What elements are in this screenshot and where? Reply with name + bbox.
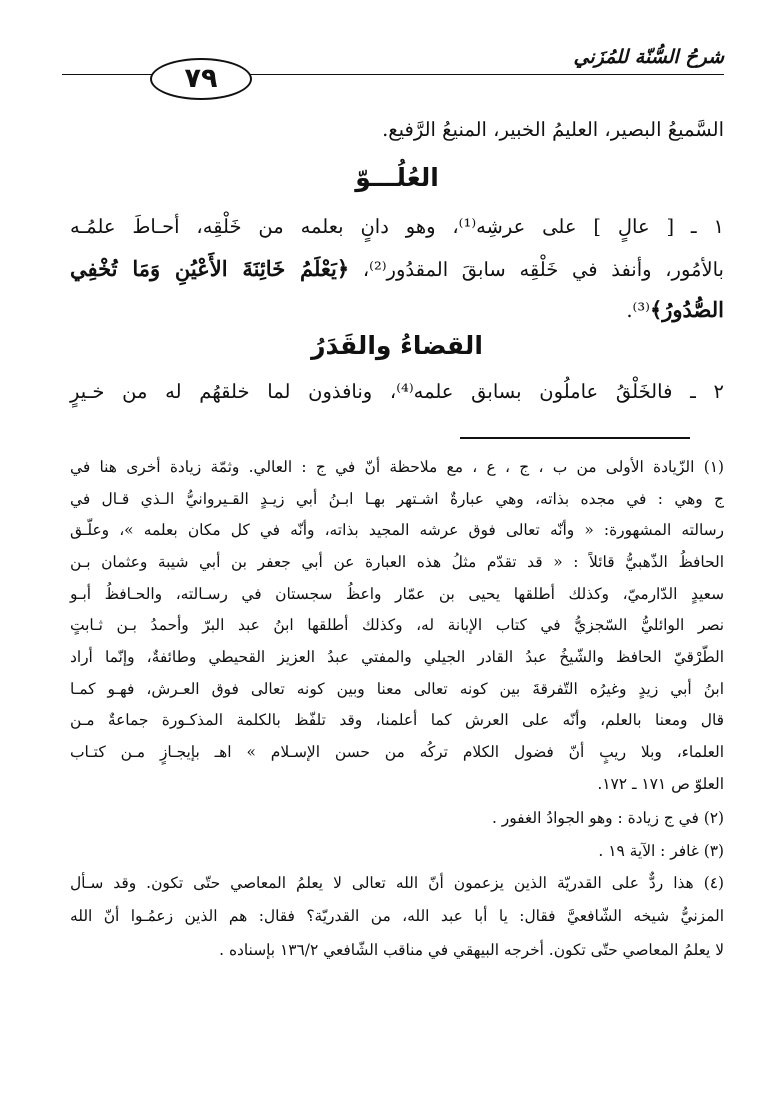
footnote-line: (٣) غافر : الآية ١٩ .	[598, 842, 724, 860]
footnote-line: ابنُ أبي زيدٍ وغيرُه التّفرقةَ بين كونه تعالى معنا وبين كونه تعالى فوق العـرش، فهـو كمـا	[70, 680, 724, 698]
footnote-line: العلوّ ص ١٧١ ـ ١٧٢.	[597, 775, 724, 793]
footnote-line: (١) الزّيادة الأولى من ب ، ج ، ع ، مع ملاحظة أنّ في ج : العالي. وثمّة زيادة أخرى هنا في	[70, 458, 724, 476]
main-text-line: ٢ ـ فالخَلْقُ عاملُون بسابق علمه⁽⁴⁾، ونافذون لما خلقهُم له من خـيرٍ	[70, 380, 724, 403]
footnote-line: الحافظُ الذّهبيُّ قائلاً : « قد تقدّم مثلُ هذه العبارة عن أبي جعفر بن أبي شيبة وعثمان بـن	[70, 553, 724, 571]
page-header	[62, 34, 724, 104]
footnote-line: سعيدٍ الدّارميّ، وكذلك أطلقها يحيى بن عمّار واعظُ سجستان في رسـالته، والحـافظُ أبـو	[70, 585, 724, 603]
footnote-line: رسالته المشهورة: « وأنّه تعالى فوق عرشه المجيد بذاته، وأنّه في كل مكان بعلمه »، وعلّـق	[70, 521, 724, 539]
footnote-separator	[460, 437, 690, 439]
quran-verse: ﴿يَعْلَمُ خَائِنَةَ الأَعْيُنِ وَمَا تُخْفِي	[70, 256, 350, 281]
book-title: شرحُ السُّنّة للمُزَني	[573, 46, 724, 68]
footnote-line: الطّرْقيّ الحافظ والشّيخُ عبدُ القادر الجيلي والمفتي عبدُ العزيز القحيطي وطائفةٌ، وإنّما أراد	[70, 648, 724, 666]
quran-verse: الصُّدُورُ﴾	[649, 297, 724, 322]
main-text-segment: ⁽³⁾.	[626, 299, 650, 322]
footnote-line: المزنيُّ شيخه الشّافعيَّ فقال: يا أبا عبد الله، من القدريّة؟ فقال: هم الذين زعمُـوا أنّ الله	[70, 907, 724, 925]
footnote-line: ج وهي : في مجده بذاته، وهي عبارةٌ اشـتهر بهـا ابـنُ أبي زيـدٍ القـيروانيُّ الـذي قـال في	[70, 490, 724, 508]
footnote-line: العلماء، وبلا ريبٍ أنّ فضول الكلام تركُه من حسن الإسـلام » اهـ بإيجـازٍ مـن كتـاب	[70, 743, 724, 761]
footnote-line: قال ومعنا بالعلم، وأنّه على العرش كما أعلمنا، وقد تلفّظ بالكلمة المذكـورة جماعةٌ مـن	[70, 711, 724, 729]
footnote-line: لا يعلمُ المعاصي حتّى تكون. أخرجه البيهقي في مناقب الشّافعي ١٣٦/٢ بإسناده .	[219, 941, 724, 959]
main-text-segment: بالأمُور، وأنفذ في خَلْقِه سابقَ المقدُور⁽²⁾،	[349, 258, 724, 281]
footnote-line: (٢) في ج زيادة : وهو الجوادُ الغفور .	[492, 809, 724, 827]
main-text-line: السَّميعُ البصير، العليمُ الخبير، المنيعُ الرَّفيع.	[382, 118, 724, 141]
footnote-line: نصر الوائليُّ السّجزيُّ في كتاب الإبانة له، وكذلك أطلقها ابنُ عبد البرّ وأحمدُ بـن ثـابتٍ	[70, 616, 724, 634]
section-heading-qada-qadar: القضاءُ والقَدَرُ	[311, 331, 483, 360]
page-number: ٧٩	[150, 58, 252, 100]
main-text-line	[70, 256, 724, 281]
section-heading-uluw: العُلُـــوّ	[355, 163, 439, 192]
main-text-line	[70, 297, 724, 322]
footnote-line: (٤) هذا ردٌّ على القدريّة الذين يزعمون أنّ الله تعالى لا يعلمُ المعاصي حتّى تكون. وقد سـأل	[70, 874, 724, 892]
main-text-line: ١ ـ [ عالٍ ] على عرشِه⁽¹⁾، وهو دانٍ بعلمه من خَلْقِه، أحـاطَ علمُـه	[70, 215, 724, 238]
